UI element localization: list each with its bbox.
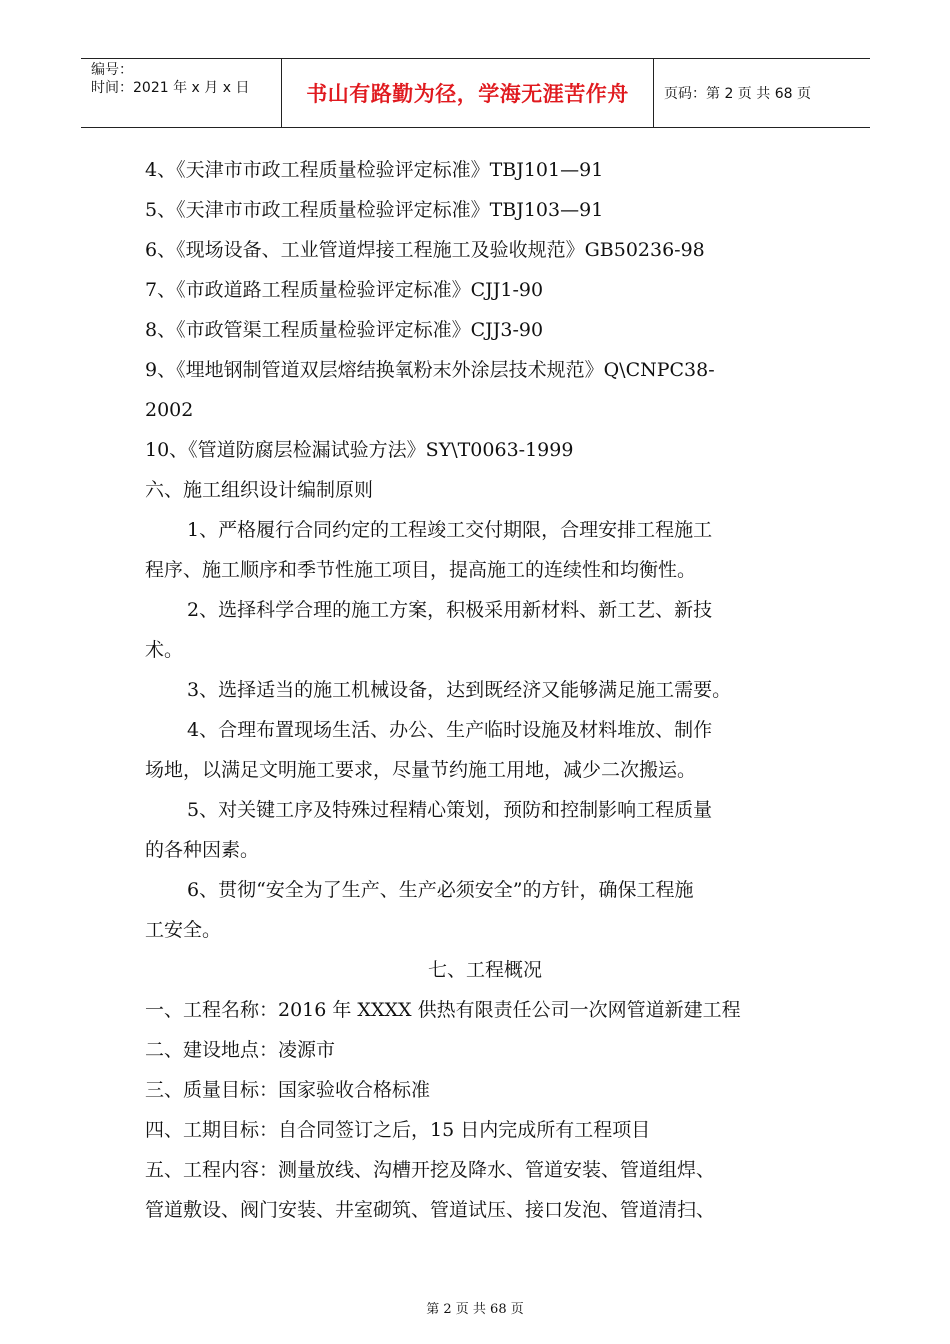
paragraph-line: 术。 xyxy=(145,639,184,661)
paragraph-line: 三、质量目标：国家验收合格标准 xyxy=(145,1079,431,1101)
paragraph-line: 四、工期目标：自合同签订之后，15 日内完成所有工程项目 xyxy=(145,1119,651,1141)
paragraph-line: 的各种因素。 xyxy=(145,839,260,861)
document-date: 时间：2021 年 x 月 x 日 xyxy=(91,80,250,96)
paragraph-line: 3、选择适当的施工机械设备，达到既经济又能够满足施工需要。 xyxy=(187,679,732,701)
paragraph-line: 五、工程内容：测量放线、沟槽开挖及降水、管道安装、管道组焊、 xyxy=(145,1159,716,1181)
paragraph-line: 4、合理布置现场生活、办公、生产临时设施及材料堆放、制作 xyxy=(187,719,713,741)
paragraph-line: 5、对关键工序及特殊过程精心策划，预防和控制影响工程质量 xyxy=(187,799,713,821)
list-item: 7、《市政道路工程质量检验评定标准》CJJ1-90 xyxy=(145,279,544,301)
paragraph-line: 程序、施工顺序和季节性施工项目，提高施工的连续性和均衡性。 xyxy=(145,559,697,581)
paragraph-line: 二、建设地点：凌源市 xyxy=(145,1039,336,1061)
list-item: 2002 xyxy=(145,399,194,421)
paragraph-line: 管道敷设、阀门安装、井室砌筑、管道试压、接口发泡、管道清扫、 xyxy=(145,1199,716,1221)
paragraph-line: 6、贯彻“安全为了生产、生产必须安全”的方针，确保工程施 xyxy=(187,879,694,901)
header-page-info: 页码：第 2 页 共 68 页 xyxy=(664,86,811,102)
paragraph-line: 2、选择科学合理的施工方案，积极采用新材料、新工艺、新技 xyxy=(187,599,713,621)
paragraph-line: 场地，以满足文明施工要求，尽量节约施工用地，减少二次搬运。 xyxy=(145,759,697,781)
document-number-label: 编号： xyxy=(91,62,133,78)
list-item: 5、《天津市市政工程质量检验评定标准》TBJ103—91 xyxy=(145,199,604,221)
paragraph-line: 1、严格履行合同约定的工程竣工交付期限，合理安排工程施工 xyxy=(187,519,713,541)
list-item: 8、《市政管渠工程质量检验评定标准》CJJ3-90 xyxy=(145,319,544,341)
page-header xyxy=(81,58,870,128)
header-motto: 书山有路勤为径，学海无涯苦作舟 xyxy=(282,59,654,127)
paragraph-line: 工安全。 xyxy=(145,919,222,941)
list-item: 4、《天津市市政工程质量检验评定标准》TBJ101—91 xyxy=(145,159,604,181)
list-item: 9、《埋地钢制管道双层熔结换氧粉末外涂层技术规范》Q\CNPC38- xyxy=(145,359,715,381)
list-item: 10、《管道防腐层检漏试验方法》SY\T0063-1999 xyxy=(145,439,574,461)
document-body xyxy=(145,150,825,1230)
page-footer: 第 2 页 共 68 页 xyxy=(426,1302,524,1317)
paragraph-line: 一、工程名称：2016 年 XXXX 供热有限责任公司一次网管道新建工程 xyxy=(145,999,741,1021)
section-title: 七、工程概况 xyxy=(427,959,542,981)
header-meta xyxy=(81,59,282,127)
section-heading: 六、施工组织设计编制原则 xyxy=(145,479,374,501)
list-item: 6、《现场设备、工业管道焊接工程施工及验收规范》GB50236-98 xyxy=(145,239,705,261)
